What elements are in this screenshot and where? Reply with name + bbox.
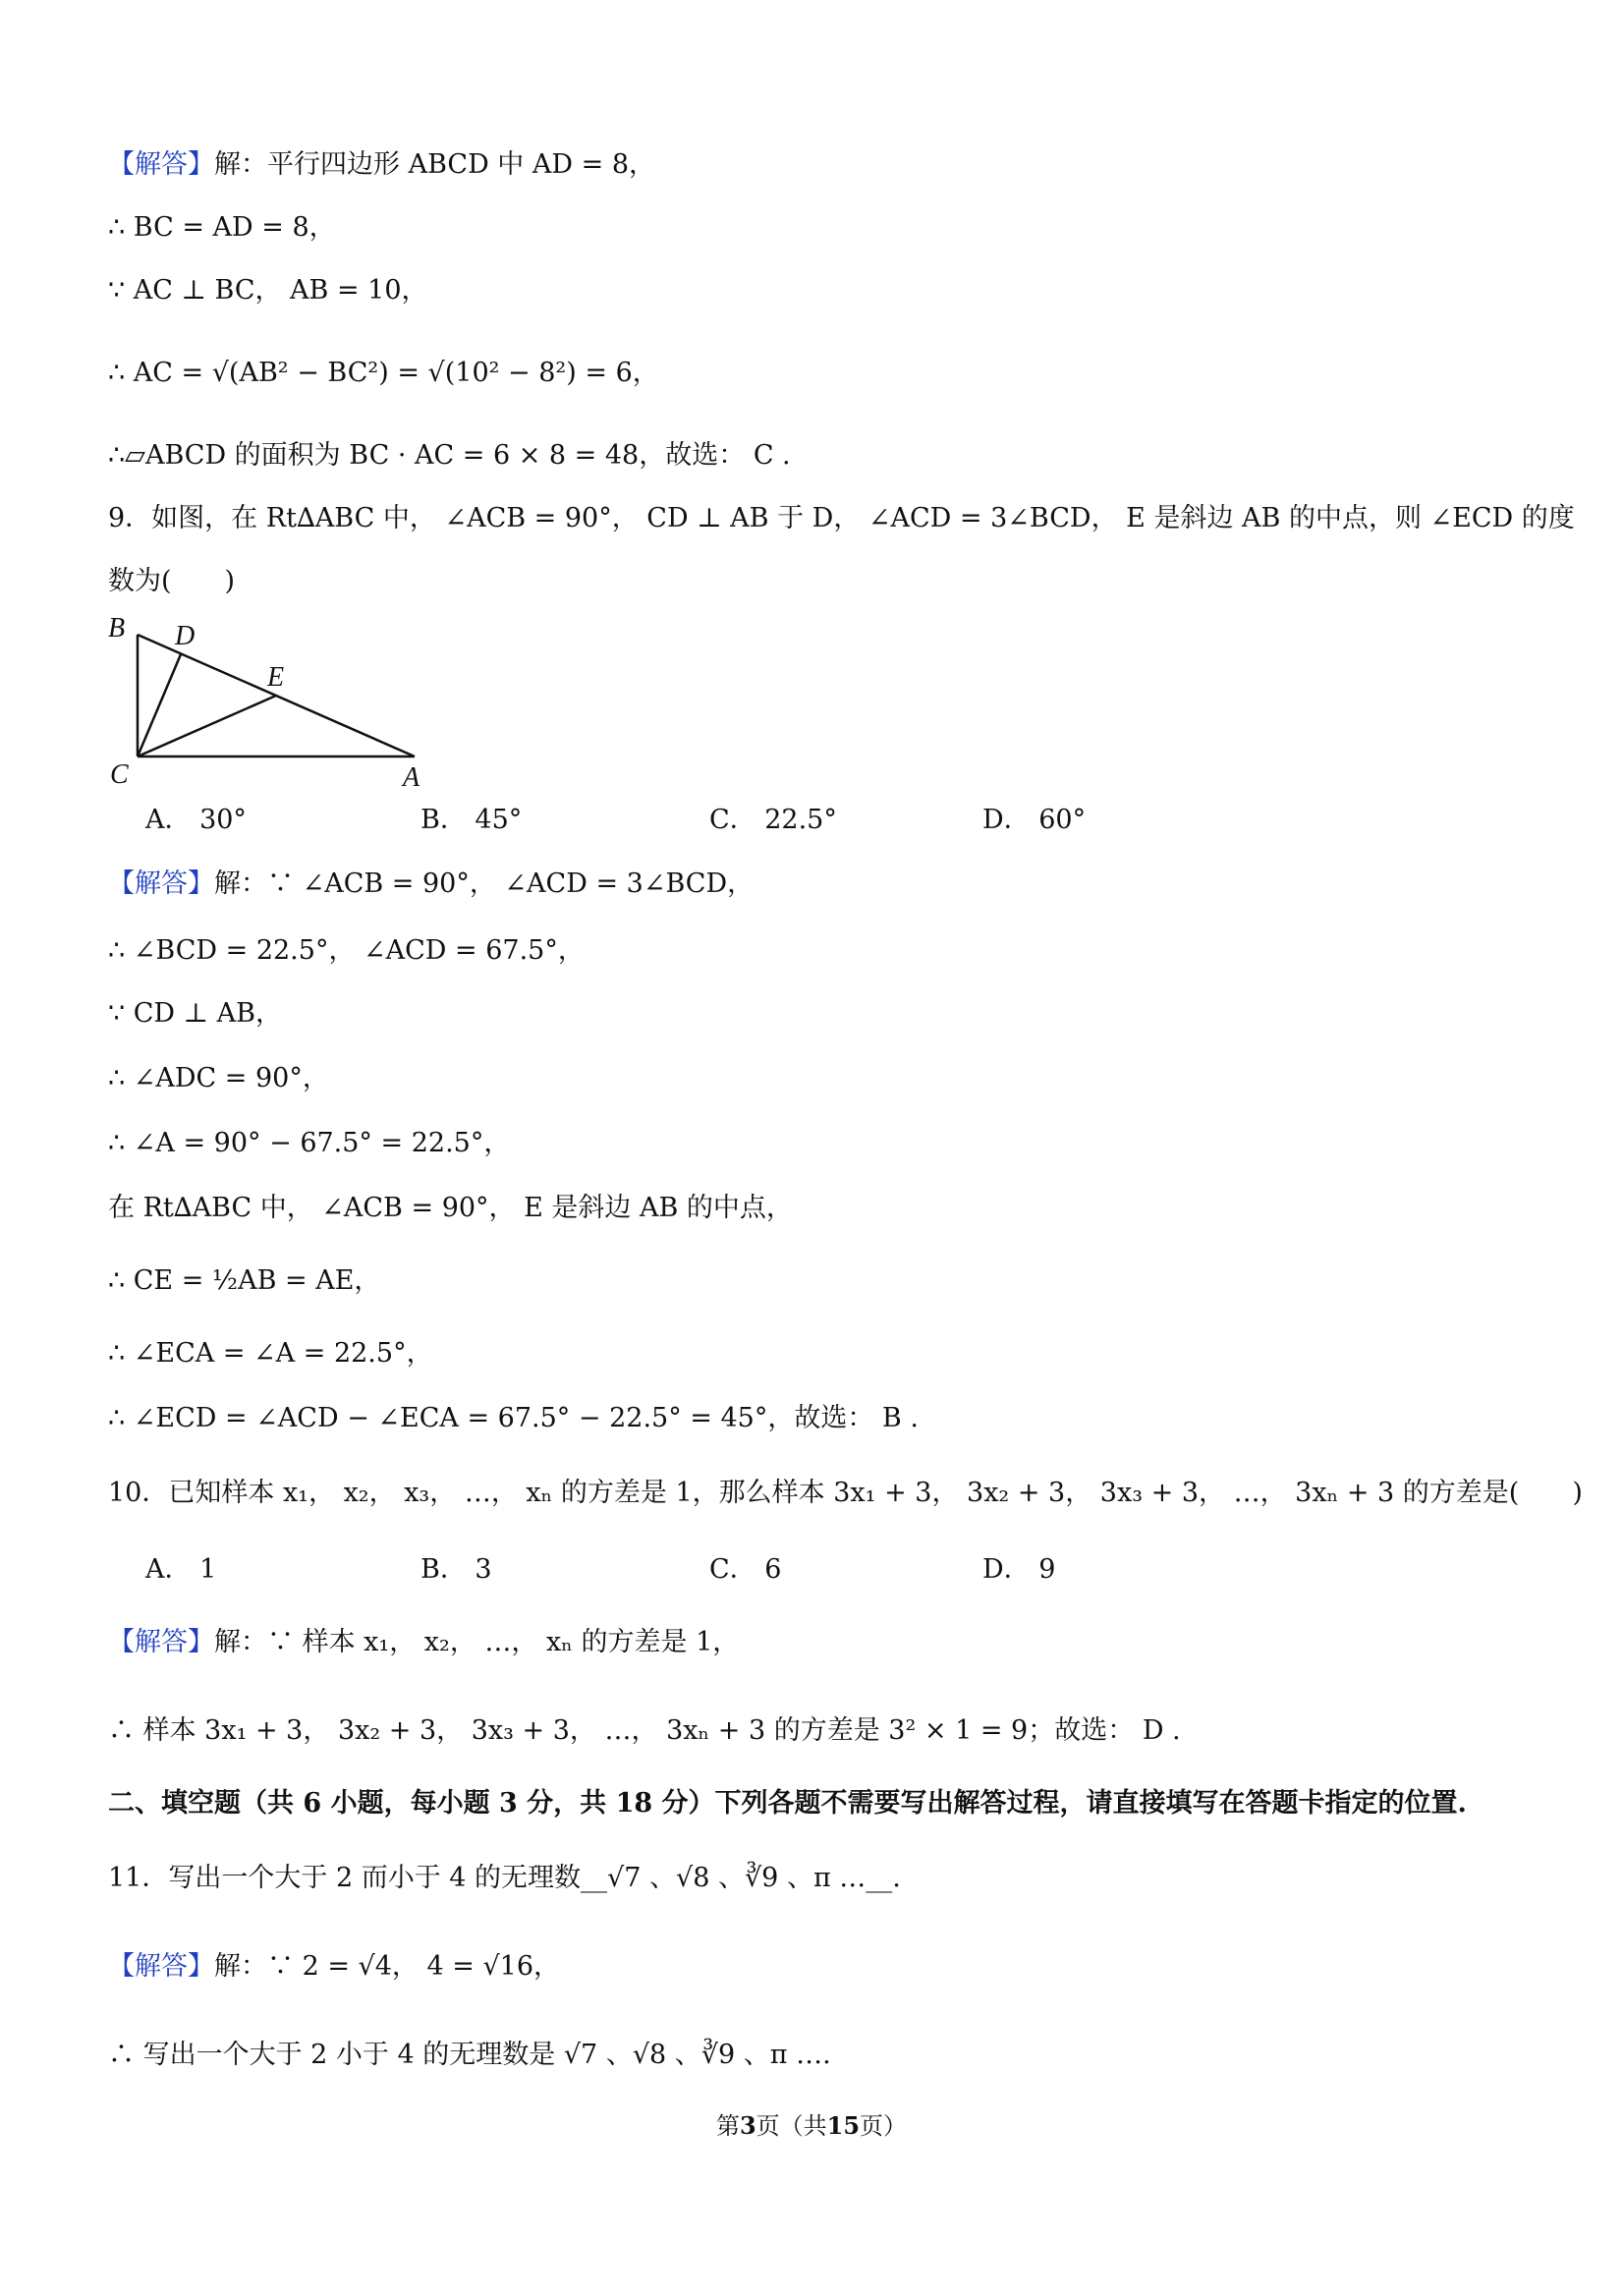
- q8-solution-line-2-text: ∴ BC = AD = 8，: [108, 212, 336, 243]
- q9-solution-line-2-text: ∴ ∠BCD = 22.5°， ∠ACD = 67.5°，: [108, 935, 585, 966]
- q8-solution-line-5-text: ∴▱ABCD 的面积为 BC · AC = 6 × 8 = 48，故选： C .: [108, 440, 791, 471]
- q9-option-b[interactable]: B． 45°: [420, 805, 523, 835]
- q9-stem-line-2: [108, 562, 235, 601]
- q9-option-d[interactable]: D． 60°: [982, 805, 1087, 835]
- q10-solution-line-1-text: 【解答】解：∵ 样本 x₁， x₂， …， xₙ 的方差是 1，: [108, 1627, 740, 1657]
- q9-option-a[interactable]: A． 30°: [145, 805, 247, 835]
- q9-solution-line-5: [108, 1124, 510, 1163]
- footer-prefix: 第: [715, 2112, 740, 2140]
- q9-solution-line-3: [108, 994, 282, 1034]
- footer-total-pages: 15: [826, 2111, 861, 2140]
- q8-solution-line-3: [108, 271, 428, 310]
- footer-page-number: 3: [739, 2111, 756, 2140]
- q9-solution-line-2: [108, 931, 585, 971]
- q10-stem-text: 10．已知样本 x₁， x₂， x₃， …， xₙ 的方差是 1，那么样本 3x₁ + 3， 3x₂ + 3， 3x₃ + 3， …， 3xₙ + 3 的方差是( ): [108, 1478, 1583, 1508]
- q9-stem-line-1-text: 9．如图，在 Rt∆ABC 中， ∠ACB = 90°， CD ⊥ AB 于 D， ∠ACD = 3∠BCD， E 是斜边 AB 的中点，则 ∠ECD 的度: [108, 503, 1575, 533]
- q11-solution-line-1-text: 【解答】解：∵ 2 = √4， 4 = √16，: [108, 1951, 561, 1982]
- q9-solution-line-5-text: ∴ ∠A = 90° − 67.5° = 22.5°，: [108, 1128, 511, 1158]
- section-2-heading-text: 二、填空题（共 6 小题，每小题 3 分，共 18 分）下列各题不需要写出解答过程，请直接填写在答题卡指定的位置.: [108, 1788, 1467, 1819]
- q8-solution-line-1: [108, 145, 655, 185]
- page-footer: [0, 2106, 1623, 2141]
- q10-solution-line-2: [108, 1711, 1181, 1751]
- label-a: A: [403, 762, 420, 791]
- q11-solution-line-2: [108, 2036, 831, 2075]
- answer-tag: 【解答】: [108, 868, 214, 899]
- triangle-figure: [102, 609, 436, 791]
- q11-stem-text: 11．写出一个大于 2 而小于 4 的无理数__√7 、√8 、∛9 、π …__.: [108, 1863, 901, 1893]
- q11-stem: [108, 1859, 901, 1898]
- label-b: B: [108, 613, 126, 644]
- q9-solution-line-9: [108, 1399, 919, 1438]
- q10-option-b[interactable]: B． 3: [420, 1554, 492, 1585]
- q9-solution-line-7: [108, 1261, 380, 1301]
- q9-solution-line-7-text: ∴ CE = ½AB = AE，: [108, 1265, 381, 1296]
- q8-solution-line-2: [108, 208, 336, 248]
- q9-solution-line-8: [108, 1334, 433, 1373]
- q9-solution-line-6-text: 在 Rt∆ABC 中， ∠ACB = 90°， E 是斜边 AB 的中点，: [108, 1193, 793, 1223]
- q10-option-a[interactable]: A． 1: [145, 1554, 217, 1585]
- q11-solution-line-2-text: ∴ 写出一个大于 2 小于 4 的无理数是 √7 、√8 、∛9 、π ….: [108, 2040, 831, 2070]
- q10-option-d[interactable]: D． 9: [982, 1554, 1056, 1585]
- label-c: C: [110, 759, 129, 790]
- q9-solution-line-8-text: ∴ ∠ECA = ∠A = 22.5°，: [108, 1338, 433, 1369]
- q8-solution-line-5: [108, 436, 791, 476]
- q8-solution-line-4: [108, 354, 659, 393]
- q9-stem-line-1: [108, 499, 1575, 538]
- q9-solution-line-1-text: 【解答】解：∵ ∠ACB = 90°， ∠ACD = 3∠BCD，: [108, 868, 755, 899]
- q8-solution-line-1-text: 【解答】解：平行四边形 ABCD 中 AD = 8，: [108, 149, 656, 180]
- q9-option-c[interactable]: C． 22.5°: [709, 805, 837, 835]
- q10-option-c[interactable]: C． 6: [709, 1554, 782, 1585]
- q10-stem: [108, 1474, 1583, 1513]
- q9-solution-line-9-text: ∴ ∠ECD = ∠ACD − ∠ECA = 67.5° − 22.5° = 45°，故选： B .: [108, 1403, 919, 1433]
- q8-solution-line-3-text: ∵ AC ⊥ BC， AB = 10，: [108, 275, 428, 306]
- answer-tag: 【解答】: [108, 1627, 214, 1657]
- section-2-heading: [108, 1784, 1467, 1823]
- answer-tag: 【解答】: [108, 149, 214, 180]
- footer-mid: 页（共: [756, 2112, 827, 2140]
- label-d: D: [175, 621, 196, 651]
- q9-solution-line-4: [108, 1059, 329, 1098]
- q9-solution-line-3-text: ∵ CD ⊥ AB，: [108, 998, 282, 1029]
- q9-solution-line-6: [108, 1189, 793, 1228]
- q11-solution-line-1: [108, 1947, 560, 1987]
- answer-tag: 【解答】: [108, 1951, 214, 1982]
- q10-solution-line-2-text: ∴ 样本 3x₁ + 3， 3x₂ + 3， 3x₃ + 3， …， 3xₙ + 3 的方差是 3² × 1 = 9；故选： D .: [108, 1715, 1181, 1746]
- label-e: E: [267, 662, 285, 693]
- q9-solution-line-4-text: ∴ ∠ADC = 90°，: [108, 1063, 329, 1093]
- q8-solution-line-4-text: ∴ AC = √(AB² − BC²) = √(10² − 8²) = 6，: [108, 358, 659, 388]
- footer-suffix: 页）: [860, 2112, 908, 2140]
- q10-solution-line-1: [108, 1623, 739, 1662]
- q9-solution-line-1: [108, 865, 754, 904]
- q9-stem-line-2-text: 数为( ): [108, 566, 236, 596]
